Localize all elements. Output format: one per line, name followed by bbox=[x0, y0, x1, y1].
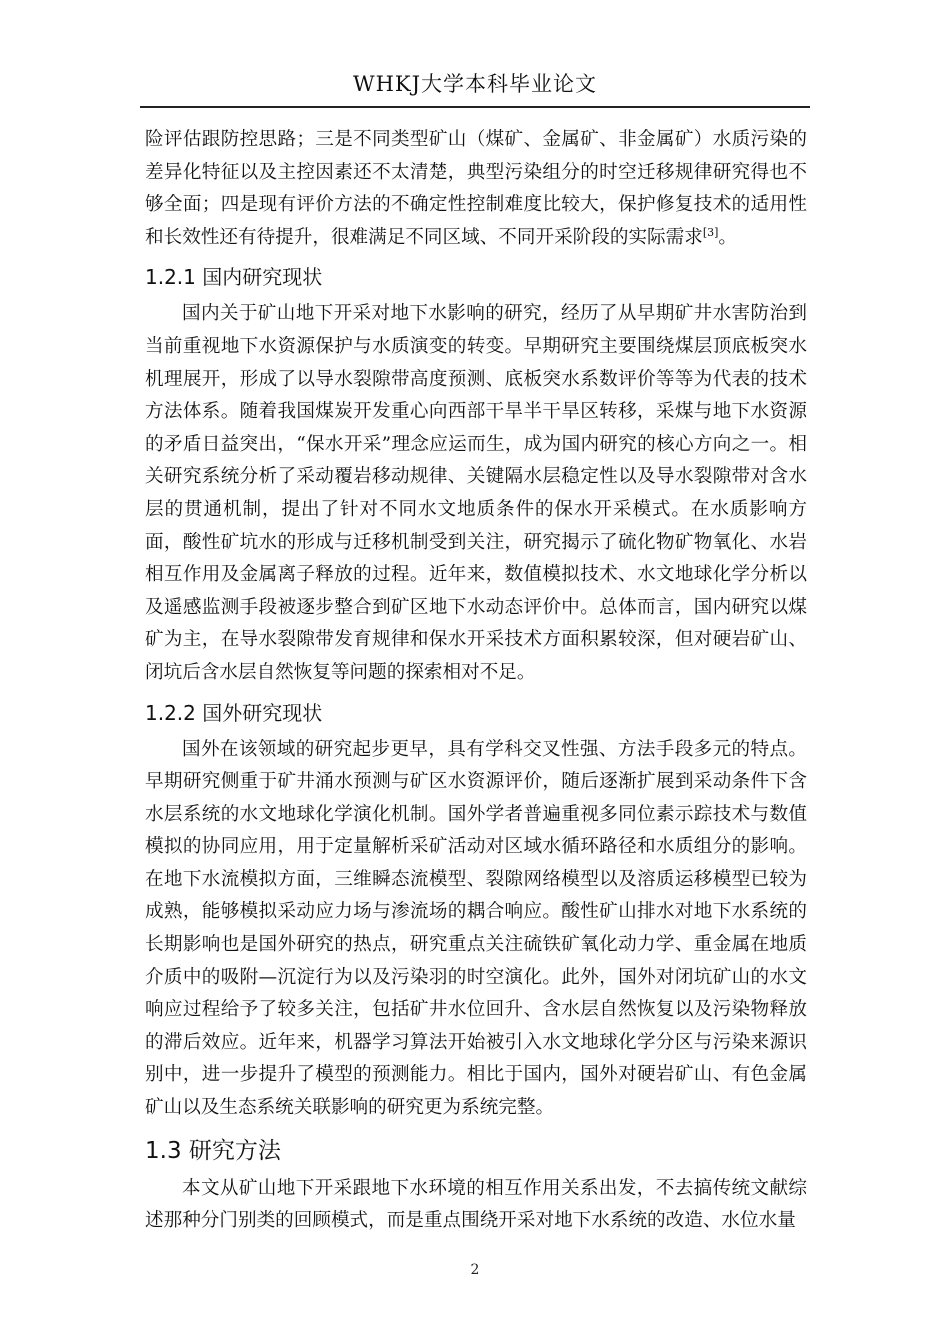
body-content bbox=[145, 124, 807, 1238]
paragraph-foreign-research: 国外在该领域的研究起步更早，具有学科交叉性强、方法手段多元的特点。早期研究侧重于矿井涌水预测与矿区水资源评价，随后逐渐扩展到采动条件下含水层系统的水文地球化学演化机制。国外学者普遍重视多同位素示踪技术与数值模拟的协同应用，用于定量解析采矿活动对区域水循环路径和水质组分的影响。在地下水流模拟方面，三维瞬态流模型、裂隙网络模型以及溶质运移模型已较为成熟，能够模拟采动应力场与渗流场的耦合响应。酸性矿山排水对地下水系统的长期影响也是国外研究的热点，研究重点关注硫铁矿氧化动力学、重金属在地质介质中的吸附—沉淀行为以及污染羽的时空演化。此外，国外对闭坑矿山的水文响应过程给予了较多关注，包括矿井水位回升、含水层自然恢复以及污染物释放的滞后效应。近年来，机器学习算法开始被引入水文地球化学分区与污染来源识别中，进一步提升了模型的预测能力。相比于国内，国外对硬岩矿山、有色金属矿山以及生态系统关联影响的研究更为系统完整。 bbox=[145, 738, 807, 1119]
intro-end: 。 bbox=[718, 226, 738, 248]
paragraph-domestic-research: 国内关于矿山地下开采对地下水影响的研究，经历了从早期矿井水害防治到当前重视地下水资源保护与水质演变的转变。早期研究主要围绕煤层顶底板突水机理展开，形成了以导水裂隙带高度预测、底板突水系数评价等等为代表的技术方法体系。随着我国煤炭开发重心向西部干旱半干旱区转移，采煤与地下水资源的矛盾日益突出，“保水开采”理念应运而生，成为国内研究的核心方向之一。相关研究系统分析了采动覆岩移动规律、关键隔水层稳定性以及导水裂隙带对含水层的贯通机制，提出了针对不同水文地质条件的保水开采模式。在水质影响方面，酸性矿坑水的形成与迁移机制受到关注，研究揭示了硫化物矿物氧化、水岩相互作用及金属离子释放的过程。近年来，数值模拟技术、水文地球化学分析以及遥感监测手段被逐步整合到矿区地下水动态评价中。总体而言，国内研究以煤矿为主，在导水裂隙带发育规律和保水开采技术方面积累较深，但对硬岩矿山、闭坑后含水层自然恢复等问题的探索相对不足。 bbox=[145, 303, 807, 683]
page-number: 2 bbox=[470, 1262, 480, 1278]
paragraph-research-methods: 本文从矿山地下开采跟地下水环境的相互作用关系出发，不去搞传统文献综述那种分门别类的回顾模式，而是重点围绕开采对地下水系统的改造、水位水量 bbox=[145, 1177, 807, 1232]
header-rule bbox=[140, 106, 810, 108]
heading-foreign-research: 1.2.2 国外研究现状 bbox=[145, 700, 323, 725]
intro-paragraph bbox=[145, 124, 807, 254]
intro-text: 险评估跟防控思路；三是不同类型矿山（煤矿、金属矿、非金属矿）水质污染的差异化特征以及主控因素还不太清楚，典型污染组分的时空迁移规律研究得也不够全面；四是现有评价方法的不确定性控制难度比较大，保护修复技术的适用性和长效性还有待提升，很难满足不同区域、不同开采阶段的实际需求 bbox=[145, 129, 807, 248]
citation-marker: [3] bbox=[702, 225, 719, 239]
heading-domestic-research: 1.2.1 国内研究现状 bbox=[145, 265, 323, 290]
heading-research-methods: 1.3 研究方法 bbox=[145, 1137, 281, 1164]
running-header: WHKJ大学本科毕业论文 bbox=[352, 72, 597, 96]
